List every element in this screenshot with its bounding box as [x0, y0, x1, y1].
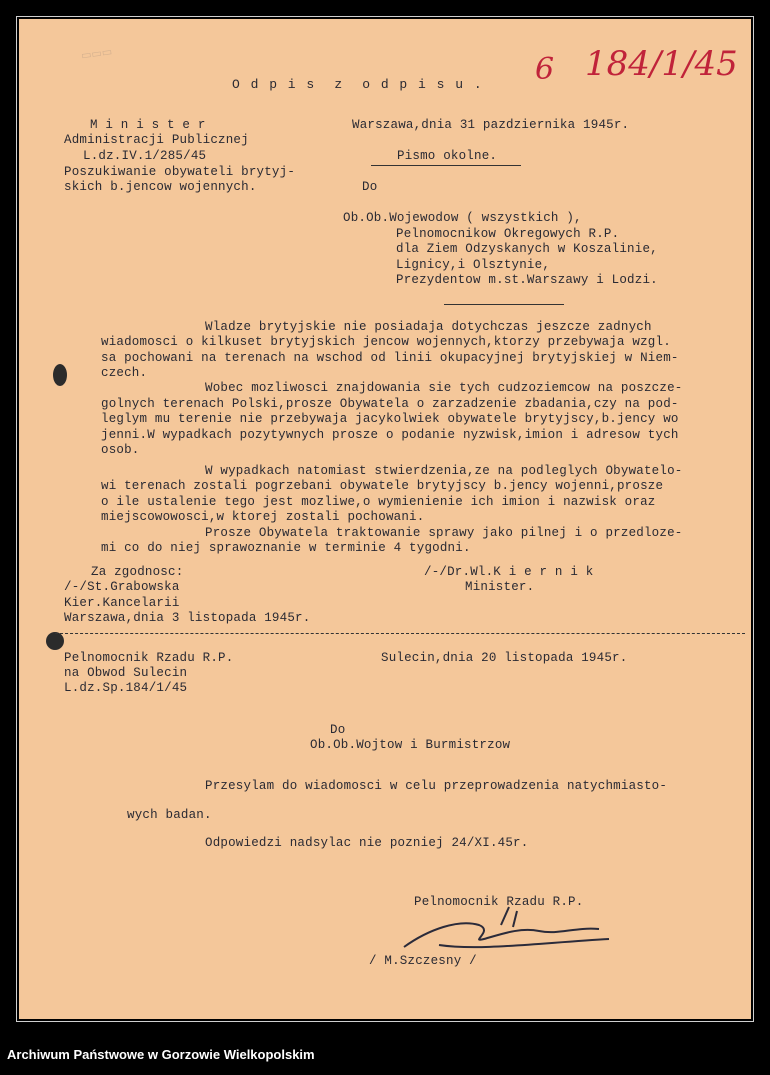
handwritten-reference: 184/1/45	[585, 44, 738, 84]
recipient-line: dla Ziem Odzyskanych w Koszalinie,	[396, 242, 658, 256]
certification-line: Kier.Kancelarii	[64, 596, 180, 610]
faded-stamp: ▭▭▭	[80, 45, 113, 63]
body-line: golnych terenach Polski,prosze Obywatela o zarzadzenie zbadania,czy na pod-	[101, 397, 679, 411]
second-recipient: Ob.Ob.Wojtow i Burmistrzow	[310, 738, 511, 752]
place-date: Warszawa,dnia 31 pazdziernika 1945r.	[352, 118, 630, 132]
body-line: Wladze brytyjskie nie posiadaja dotychczas jeszcze zadnych	[205, 320, 652, 334]
body-line: osob.	[101, 443, 140, 457]
final-signature-name: / M.Szczesny /	[369, 954, 477, 968]
body-line: Wobec mozliwosci znajdowania sie tych cudzoziemcow na poszcze-	[205, 381, 683, 395]
underline	[371, 165, 521, 166]
document-page	[19, 19, 751, 1019]
minister-signature: /-/Dr.Wl.K i e r n i k	[424, 565, 594, 579]
body-line: mi co do niej sprawoznanie w terminie 4 tygodni.	[101, 541, 471, 555]
addressee-do: Do	[330, 723, 346, 737]
body-line: jenni.W wypadkach pozytywnych prosze o podanie nyzwisk,imion i adresow tych	[101, 428, 679, 442]
recipient-line: Lignicy,i Olsztynie,	[396, 258, 551, 272]
handwritten-prefix: 6	[535, 52, 555, 87]
document-title: O d p i s z o d p i s u .	[232, 77, 484, 92]
recipient-line: Prezydentow m.st.Warszawy i Lodzi.	[396, 273, 658, 287]
second-body-line: Odpowiedzi nadsylac nie pozniej 24/XI.45r.	[205, 836, 529, 850]
body-line: czech.	[101, 366, 148, 380]
recipient-line: Pelnomocnikow Okregowych R.P.	[396, 227, 620, 241]
certification-line: Za zgodnosc:	[91, 565, 184, 579]
archive-footer	[0, 1037, 770, 1075]
body-line: sa pochowani na terenach na wschod od linii okupacyjnej brytyjskiej w Niem-	[101, 351, 679, 365]
body-line: leglym mu terenie nie przebywaja jacykolwiek obywatele brytyjscy,b.jency wo	[101, 412, 679, 426]
handwritten-signature	[399, 899, 619, 959]
sender-line: skich b.jencow wojennych.	[64, 180, 257, 194]
addressee-do: Do	[362, 180, 378, 194]
second-body-line: wych badan.	[127, 808, 212, 822]
second-body-line: Przesylam do wiadomosci w celu przeprowadzenia natychmiasto-	[205, 779, 668, 793]
recipient-line: Ob.Ob.Wojewodow ( wszystkich ),	[343, 211, 582, 225]
body-line: miejscowowosci,w ktorej zostali pochowani.	[101, 510, 425, 524]
punch-hole	[53, 364, 67, 386]
section-separator	[55, 633, 745, 634]
sender-line: Administracji Publicznej	[64, 133, 249, 147]
sender-line: Poszukiwanie obywateli brytyj-	[64, 165, 296, 179]
minister-title: Minister.	[465, 580, 535, 594]
sender-line: L.dz.IV.1/285/45	[83, 149, 207, 163]
second-place-date: Sulecin,dnia 20 listopada 1945r.	[381, 651, 628, 665]
body-line: wi terenach zostali pogrzebani obywatele brytyjscy b.jency wojenni,prosze	[101, 479, 664, 493]
second-sender-line: na Obwod Sulecin	[64, 666, 188, 680]
body-line: wiadomosci o kilkuset brytyjskich jencow wojennych,ktorzy przebywaja wzgl.	[101, 335, 671, 349]
divider-line	[444, 304, 564, 305]
second-sender-line: Pelnomocnik Rzadu R.P.	[64, 651, 234, 665]
archive-caption: Archiwum Państwowe w Gorzowie Wielkopolskim	[7, 1047, 315, 1062]
final-signature-title: Pelnomocnik Rzadu R.P.	[414, 895, 584, 909]
body-line: o ile ustalenie tego jest mozliwe,o wymienienie ich imion i nazwisk oraz	[101, 495, 656, 509]
second-sender-line: L.dz.Sp.184/1/45	[64, 681, 188, 695]
body-line: Prosze Obywatela traktowanie sprawy jako pilnej i o przedloze-	[205, 526, 683, 540]
letter-type: Pismo okolne.	[397, 149, 498, 163]
punch-hole	[46, 632, 64, 650]
sender-line: M i n i s t e r	[90, 118, 206, 132]
certification-line: Warszawa,dnia 3 listopada 1945r.	[64, 611, 311, 625]
body-line: W wypadkach natomiast stwierdzenia,ze na podleglych Obywatelo-	[205, 464, 683, 478]
certification-line: /-/St.Grabowska	[64, 580, 180, 594]
